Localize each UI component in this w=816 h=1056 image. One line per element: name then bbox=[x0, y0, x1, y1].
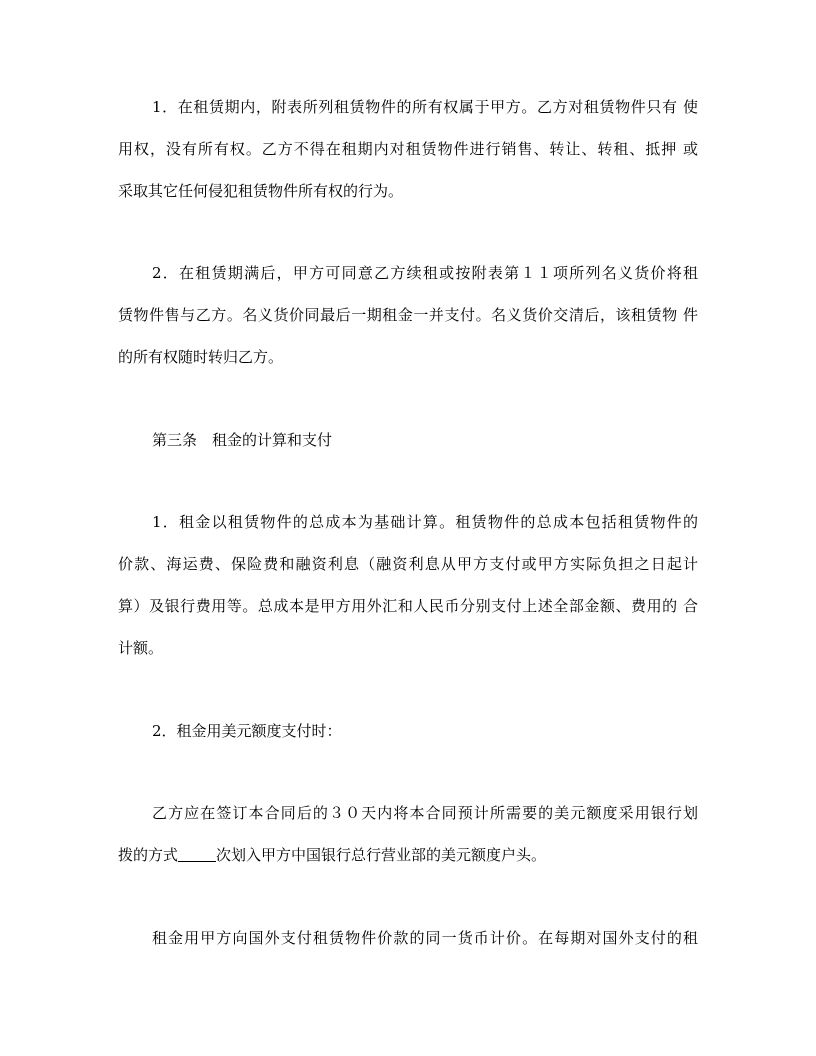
p5-line-1: 乙方应在签订本合同后的３０天内将本合同预计所需要的美元额度采用银行划 bbox=[152, 804, 698, 822]
p3-line-3: 算）及银行费用等。总成本是甲方用外汇和人民币分别支付上述全部金额、费用的 合 bbox=[118, 597, 698, 615]
p1-line-1: 1．在租赁期内，附表所列租赁物件的所有权属于甲方。乙方对租赁物件只有 使 bbox=[152, 98, 698, 116]
p6-line-1: 租金用甲方向国外支付租赁物件价款的同一货币计价。在每期对国外支付的租 bbox=[152, 929, 698, 947]
section-heading: 第三条 租金的计算和支付 bbox=[152, 431, 333, 449]
fill-in-blank bbox=[178, 847, 216, 862]
p5-line-2-before: 拨的方式 bbox=[118, 846, 179, 864]
p3-line-2: 价款、海运费、保险费和融资利息（融资利息从甲方支付或甲方实际负担之日起计 bbox=[118, 555, 698, 573]
p3-line-1: 1．租金以租赁物件的总成本为基础计算。租赁物件的总成本包括租赁物件的 bbox=[152, 513, 698, 531]
p5-line-2 bbox=[118, 845, 698, 865]
p1-line-2: 用权，没有所有权。乙方不得在租期内对租赁物件进行销售、转让、转租、抵押 或 bbox=[118, 140, 698, 158]
p2-line-2: 赁物件售与乙方。名义货价同最后一期租金一并支付。名义货价交清后，该租赁物 件 bbox=[118, 306, 698, 324]
p2-line-3: 的所有权随时转归乙方。 bbox=[118, 348, 284, 366]
p2-line-1: 2．在租赁期满后，甲方可同意乙方续租或按附表第１１项所列名义货价将租 bbox=[152, 264, 698, 282]
p1-line-3: 采取其它任何侵犯租赁物件所有权的行为。 bbox=[118, 182, 404, 200]
p4-line-1: 2．租金用美元额度支付时： bbox=[152, 722, 342, 740]
p3-line-4: 计额。 bbox=[118, 639, 164, 657]
p5-line-2-after: 次划入甲方中国银行总行营业部的美元额度户头。 bbox=[216, 846, 547, 864]
